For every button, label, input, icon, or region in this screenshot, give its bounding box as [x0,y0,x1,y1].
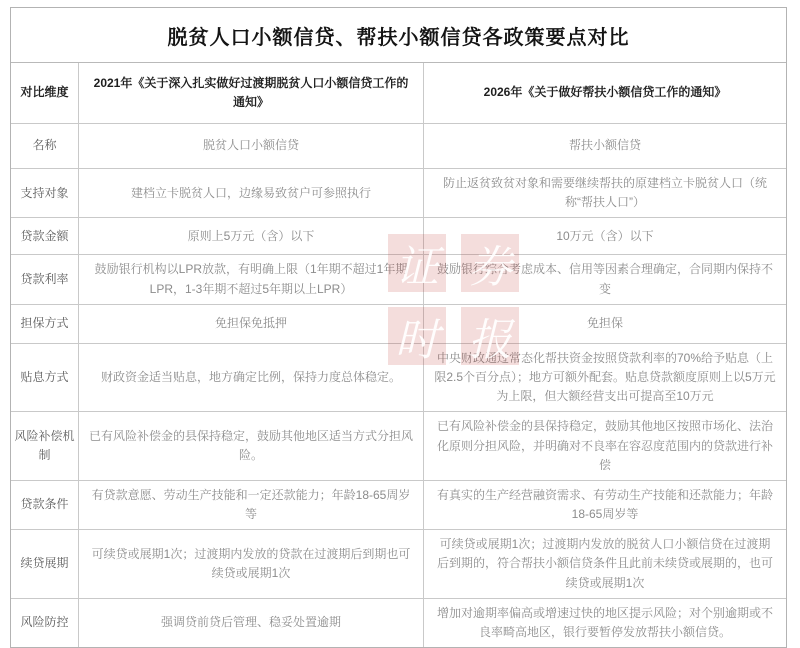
row-label: 贴息方式 [11,344,79,412]
table-row-renewal-extension [11,530,786,599]
policy-2026-cell: 帮扶小额信贷 [568,138,641,153]
table-row-guarantee [11,305,786,344]
policy-2021-cell: 鼓励银行机构以LPR放款，有明确上限（1年期不超过1年期LPR，1-3年期不超过5年期以上LPR） [79,255,424,303]
header-policy-2021: 2021年《关于深入扎实做好过渡期脱贫人口小额信贷工作的通知》 [79,63,424,123]
policy-2026-cell: 10万元（含）以下 [556,228,654,243]
table-title-row [11,8,786,63]
policy-2026-cell: 免担保 [586,316,623,331]
policy-2021-cell: 原则上5万元（含）以下 [79,218,424,254]
policy-2026-cell: 可续贷或展期1次；过渡期内发放的脱贫人口小额信贷在过渡期后到期的，符合帮扶小额信贷条件且此前未续贷或展期的，也可续贷或展期1次 [436,537,773,590]
policy-2026-cell: 已有风险补偿金的县保持稳定，鼓励其他地区按照市场化、法治化原则分担风险，并明确对不良率在容忍度范围内的贷款进行补偿 [436,419,773,472]
table-row-loan-amount [11,218,786,255]
watermark-char: 证 [395,242,439,293]
policy-2021-cell: 财政资金适当贴息，地方确定比例，保持力度总体稳定。 [79,344,424,412]
table-row-risk-compensation [11,412,786,481]
policy-2021-cell: 建档立卡脱贫人口，边缘易致贫户可参照执行 [79,169,424,217]
table-row-name [11,124,786,169]
header-policy-2026: 2026年《关于做好帮扶小额信贷工作的通知》 [483,85,727,100]
table-row-loan-conditions [11,481,786,530]
watermark-char: 券 [468,242,512,293]
row-label: 贷款金额 [11,218,79,254]
row-label: 风险防控 [11,599,79,647]
row-label: 名称 [11,124,79,168]
watermark-char: 报 [468,315,512,366]
policy-2021-cell: 脱贫人口小额信贷 [79,124,424,168]
policy-2021-cell: 已有风险补偿金的县保持稳定，鼓励其他地区适当方式分担风险。 [79,412,424,480]
row-label: 续贷展期 [11,530,79,598]
policy-2026-cell: 鼓励银行综合考虑成本、信用等因素合理确定，合同期内保持不变 [436,262,773,296]
header-dimension: 对比维度 [11,63,79,123]
comparison-table [10,7,787,648]
policy-2026-cell: 中央财政通过常态化帮扶资金按照贷款利率的70%给予贴息（上限2.5个百分点）；地方可额外配套。贴息贷款额度原则上以5万元为上限，但大额经营支出可提高至10万元 [434,350,776,404]
table-row-risk-control [11,599,786,647]
row-label: 支持对象 [11,169,79,217]
table-header-row [11,63,786,124]
policy-2021-cell: 可续贷或展期1次；过渡期内发放的贷款在过渡期后到期也可续贷或展期1次 [79,530,424,598]
row-label: 风险补偿机制 [11,412,79,480]
policy-2021-cell: 免担保免抵押 [79,305,424,343]
row-label: 贷款利率 [11,255,79,303]
table-row-interest-rate [11,255,786,304]
watermark-char: 时 [395,315,439,366]
table-row-interest-subsidy [11,344,786,413]
row-label: 担保方式 [11,305,79,343]
table-row-support-target [11,169,786,218]
row-label: 贷款条件 [11,481,79,529]
policy-2026-cell: 有真实的生产经营融资需求、有劳动生产技能和还款能力；年龄18-65周岁等 [436,487,773,522]
policy-2026-cell: 增加对逾期率偏高或增速过快的地区提示风险；对个别逾期或不良率畸高地区，银行要暂停发放帮扶小额信贷。 [436,605,773,639]
table-title: 脱贫人口小额信贷、帮扶小额信贷各政策要点对比 [167,26,630,49]
policy-2021-cell: 强调贷前贷后管理、稳妥处置逾期 [79,599,424,647]
policy-2021-cell: 有贷款意愿、劳动生产技能和一定还款能力；年龄18-65周岁等 [79,481,424,529]
policy-2026-cell: 防止返贫致贫对象和需要继续帮扶的原建档立卡脱贫人口（统称“帮扶人口”） [442,176,767,210]
